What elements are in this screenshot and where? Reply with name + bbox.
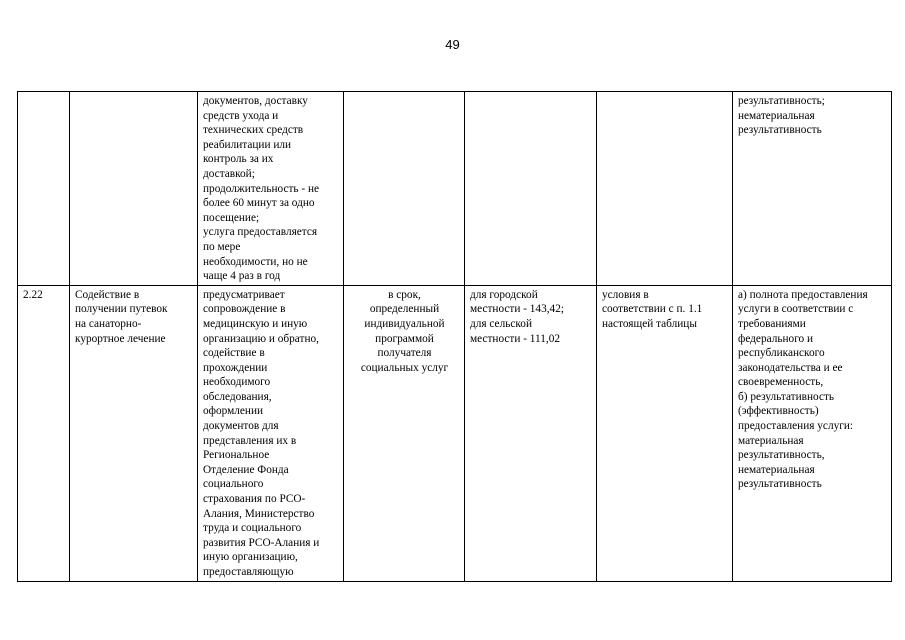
cell-term (344, 92, 465, 286)
table-row (18, 285, 892, 581)
cell-line: материальная (738, 434, 804, 447)
cell-line: результативность (738, 124, 822, 137)
cell-number (18, 92, 70, 286)
cell-quality-indicators (733, 92, 892, 286)
cell-line: иную организацию, (203, 551, 298, 564)
cell-line: местности - 143,42; (470, 303, 564, 316)
cell-line: социальных услуг (360, 361, 449, 374)
cell-line: результативность (738, 478, 822, 491)
cell-line: Отделение Фонда (203, 463, 289, 476)
cell-line: оформлении (203, 405, 264, 418)
cell-line: чаще 4 раз в год (203, 270, 281, 283)
cell-line: соответствии с п. 1.1 (602, 303, 703, 316)
cell-line: индивидуальной (364, 317, 445, 330)
cell-line: представления их в (203, 434, 297, 447)
cell-line: для городской (470, 288, 538, 301)
cell-line: документов, доставку (203, 95, 308, 107)
cell-line: предоставления услуги: (738, 420, 854, 433)
cell-line: законодательства и ее (738, 361, 843, 374)
cell-line: развития РСО-Алания и (203, 536, 320, 549)
cell-service-name (70, 92, 198, 286)
cell-line: доставкой; (203, 167, 255, 180)
cell-tariff (465, 92, 597, 286)
cell-line: сопровождение в (203, 303, 286, 316)
cell-line: предусматривает (203, 288, 285, 301)
cell-line: получателя (377, 347, 432, 360)
cell-line: требованиями (738, 317, 806, 330)
cell-line: местности - 111,02 (470, 332, 561, 345)
cell-service-name (70, 285, 198, 581)
cell-line: нематериальная (738, 109, 815, 122)
cell-line: контроль за их (203, 153, 274, 166)
cell-line: организацию и обратно, (203, 332, 319, 345)
cell-line: документов для (203, 420, 279, 433)
cell-line: определенный (369, 303, 440, 316)
cell-line: прохождении (203, 361, 268, 374)
cell-line: республиканского (738, 347, 825, 360)
table-row (18, 92, 892, 286)
cell-number (18, 285, 70, 581)
cell-line: курортное лечение (75, 332, 166, 345)
page-number: 49 (445, 37, 460, 52)
cell-line: для сельской (470, 317, 532, 330)
cell-line: необходимости, но не (203, 255, 308, 268)
cell-service-content (198, 285, 344, 581)
cell-line: услуга предоставляется (203, 226, 318, 239)
cell-term (344, 285, 465, 581)
cell-line: своевременность, (738, 376, 824, 389)
cell-line: медицинскую и иную (203, 317, 308, 330)
services-table (17, 91, 892, 582)
cell-line: результативность; (738, 95, 825, 107)
cell-line: продолжительность - не (203, 182, 320, 195)
cell-line: посещение; (203, 211, 260, 224)
cell-line: Содействие в (75, 288, 140, 301)
cell-line: а) полнота предоставления (738, 288, 868, 301)
cell-line: социального (203, 478, 264, 491)
cell-line: труда и социального (203, 522, 302, 535)
cell-line: результативность, (738, 449, 825, 462)
cell-line: по мере (203, 240, 241, 253)
cell-tariff (465, 285, 597, 581)
cell-line: страхования по РСО- (203, 493, 306, 506)
cell-line: технических средств (203, 124, 304, 137)
cell-conditions (597, 92, 733, 286)
cell-quality-indicators (733, 285, 892, 581)
cell-line: на санаторно- (75, 317, 142, 330)
cell-service-content (198, 92, 344, 286)
cell-line: содействие в (203, 347, 265, 360)
cell-line: настоящей таблицы (602, 317, 697, 330)
cell-line: федерального и (738, 332, 814, 345)
cell-line: 2.22 (23, 288, 43, 301)
cell-line: получении путевок (75, 303, 168, 316)
cell-line: Региональное (203, 449, 270, 462)
cell-line: б) результативность (738, 390, 835, 403)
cell-line: нематериальная (738, 463, 815, 476)
cell-line: средств ухода и (203, 109, 279, 122)
cell-line: (эффективность) (738, 405, 819, 418)
cell-line: программой (375, 332, 434, 345)
cell-line: необходимого (203, 376, 271, 389)
cell-line: реабилитации или (203, 138, 292, 151)
cell-line: условия в (602, 288, 649, 301)
cell-line: предоставляющую (203, 566, 294, 578)
cell-line: обследования, (203, 390, 272, 403)
cell-line: более 60 минут за одно (203, 197, 315, 210)
cell-line: Алания, Министерство (203, 507, 315, 520)
cell-line: услуги в соответствии с (738, 303, 854, 316)
cell-line: в срок, (388, 288, 421, 301)
cell-conditions (597, 285, 733, 581)
